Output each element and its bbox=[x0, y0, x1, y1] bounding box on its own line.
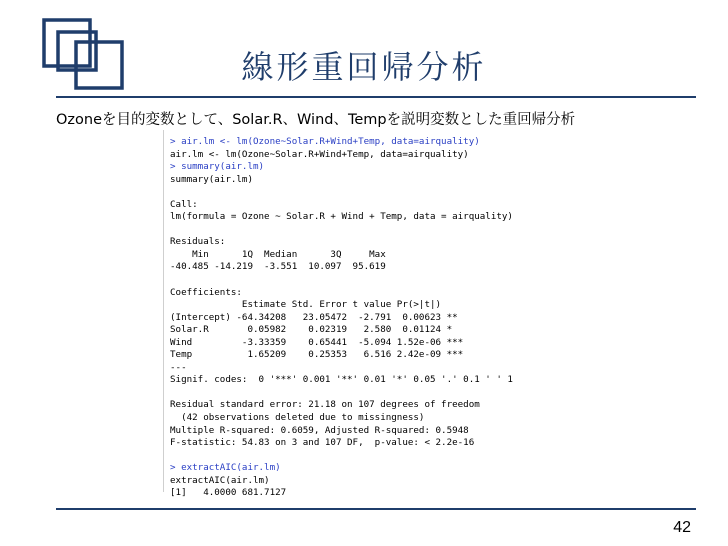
slide-title: 線形重回帰分析 bbox=[241, 48, 487, 86]
console-output-line: Min 1Q Median 3Q Max bbox=[170, 248, 386, 260]
console-output-line: extractAIC(air.lm) bbox=[170, 474, 270, 486]
console-command-line: > summary(air.lm) bbox=[170, 161, 265, 173]
r-console-output bbox=[163, 130, 566, 499]
console-output-line: Wind -3.33359 0.65441 -5.094 1.52e-06 *** bbox=[170, 336, 464, 348]
console-output-line: Call: bbox=[170, 198, 198, 210]
console-output-line: air.lm <- lm(Ozone~Solar.R+Wind+Temp, data=airquality) bbox=[170, 148, 469, 160]
console-output-line: [1] 4.0000 681.7127 bbox=[170, 487, 287, 499]
console-command-line: > extractAIC(air.lm) bbox=[170, 462, 281, 474]
page-number: 42 bbox=[673, 519, 691, 536]
console-output-line: Coefficients: bbox=[170, 286, 242, 298]
console-output-line: Multiple R-squared: 0.6059, Adjusted R-squared: 0.5948 bbox=[170, 424, 469, 436]
console-output-line: (42 observations deleted due to missingness) bbox=[170, 412, 425, 424]
title-divider bbox=[56, 96, 696, 98]
console-output-line: Estimate Std. Error t value Pr(>|t|) bbox=[170, 299, 442, 311]
footer-divider bbox=[56, 508, 696, 510]
slide-subtitle: Ozoneを目的変数として、Solar.R、Wind、Tempを説明変数とした重回帰分析 bbox=[56, 112, 576, 128]
console-output-line: (Intercept) -64.34208 23.05472 -2.791 0.00623 ** bbox=[170, 311, 458, 323]
console-command-line: > air.lm <- lm(Ozone~Solar.R+Wind+Temp, data=airquality) bbox=[170, 136, 480, 147]
console-output-line: Signif. codes: 0 '***' 0.001 '**' 0.01 '*' 0.05 '.' 0.1 ' ' 1 bbox=[170, 374, 513, 386]
console-output-line: Residuals: bbox=[170, 236, 226, 248]
console-output-line: Solar.R 0.05982 0.02319 2.580 0.01124 * bbox=[170, 324, 453, 336]
console-output-line: F-statistic: 54.83 on 3 and 107 DF, p-value: < 2.2e-16 bbox=[170, 437, 475, 449]
console-output-line: -40.485 -14.219 -3.551 10.097 95.619 bbox=[170, 261, 386, 273]
console-output-line: Temp 1.65209 0.25353 6.516 2.42e-09 *** bbox=[170, 349, 464, 361]
console-output-line: lm(formula = Ozone ~ Solar.R + Wind + Temp, data = airquality) bbox=[170, 211, 513, 223]
console-output-line: summary(air.lm) bbox=[170, 173, 253, 185]
console-output-line: --- bbox=[170, 361, 187, 373]
console-output-line: Residual standard error: 21.18 on 107 degrees of freedom bbox=[170, 399, 480, 411]
console-text bbox=[164, 130, 566, 500]
